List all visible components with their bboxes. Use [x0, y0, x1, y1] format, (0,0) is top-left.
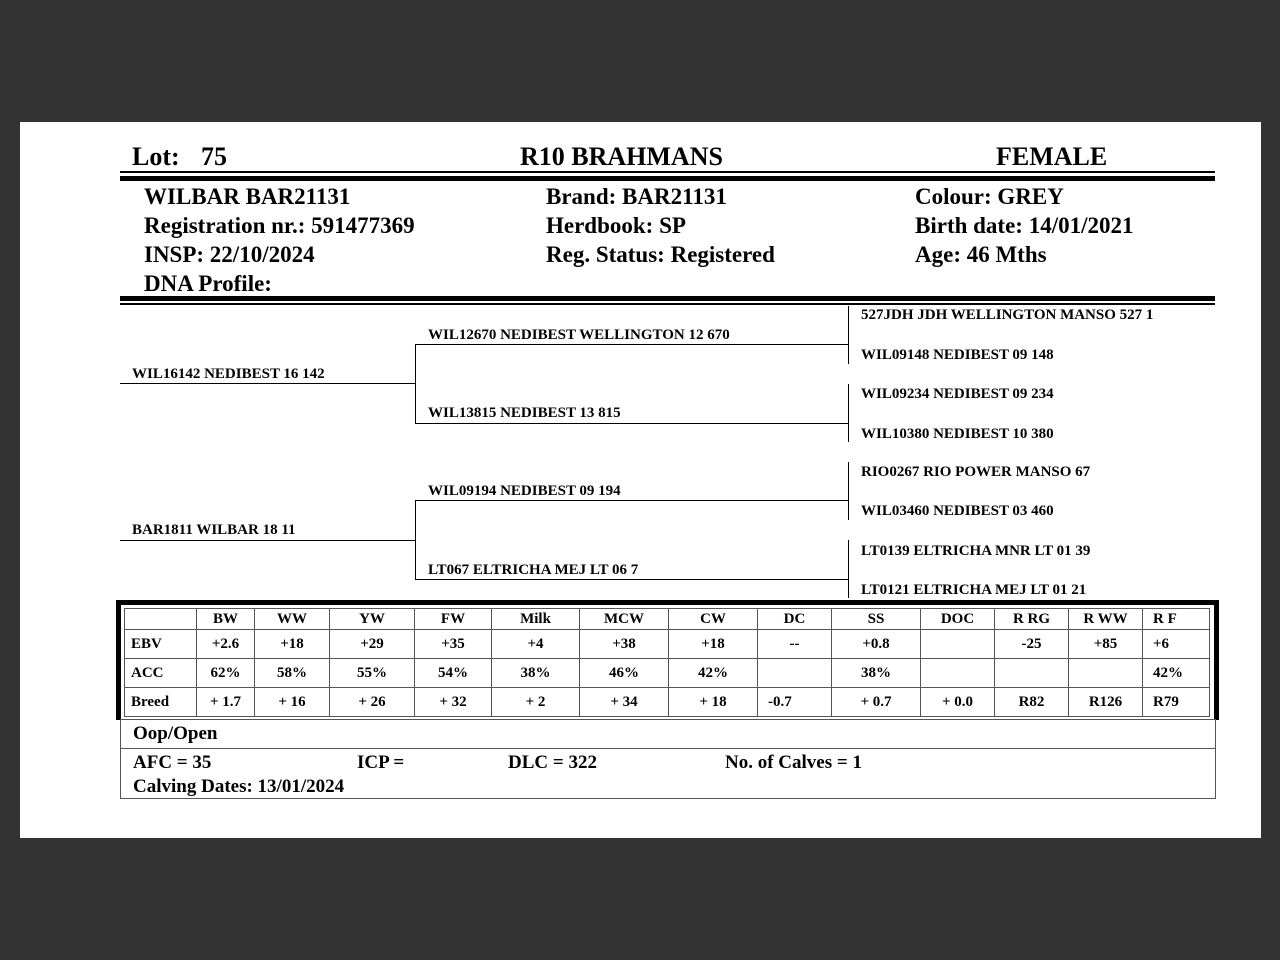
ebv-cell: +18: [669, 630, 758, 659]
acc-cell: 42%: [669, 659, 758, 688]
pedigree-dam: BAR1811 WILBAR 18 11: [132, 522, 296, 538]
ebv-cell: --: [758, 630, 832, 659]
pedigree-ggp-6: WIL03460 NEDIBEST 03 460: [861, 503, 1054, 519]
breed-cell: -0.7: [758, 688, 832, 717]
pedigree-ggp-5: RIO0267 RIO POWER MANSO 67: [861, 464, 1091, 480]
pedigree-sire: WIL16142 NEDIBEST 16 142: [132, 366, 325, 382]
acc-row-label: ACC: [125, 659, 197, 688]
dam-line: [120, 540, 416, 541]
ebv-cell: +6: [1143, 630, 1210, 659]
breed-cell: + 0.0: [921, 688, 995, 717]
sale-catalogue-card: [20, 122, 1261, 838]
ebv-cell: +38: [580, 630, 669, 659]
breed-cell: R82: [995, 688, 1069, 717]
ebv-row-label: EBV: [125, 630, 197, 659]
dam-bracket: [415, 500, 416, 580]
acc-cell: 42%: [1143, 659, 1210, 688]
sire-dam-line: [415, 423, 849, 424]
breed-cell: + 18: [669, 688, 758, 717]
acc-cell: 46%: [580, 659, 669, 688]
ebv-cell: +29: [330, 630, 415, 659]
sire-line: [120, 383, 416, 384]
acc-cell: 38%: [832, 659, 921, 688]
ebv-header-cell: R RG: [995, 609, 1069, 630]
pedigree-sire-dam: WIL13815 NEDIBEST 13 815: [428, 405, 621, 421]
colour: Colour: GREY: [915, 184, 1064, 209]
ebv-cell: +18: [255, 630, 330, 659]
herdbook: Herdbook: SP: [546, 213, 686, 238]
ebv-header-cell: DC: [758, 609, 832, 630]
ebv-header-cell: [125, 609, 197, 630]
dam-dam-line: [415, 579, 849, 580]
breed-cell: + 1.7: [197, 688, 255, 717]
pedigree-ggp-4: WIL10380 NEDIBEST 10 380: [861, 426, 1054, 442]
acc-cell: 62%: [197, 659, 255, 688]
g-bracket-1: [848, 306, 849, 364]
calving-box: [120, 748, 1216, 799]
pedigree-ggp-1: 527JDH JDH WELLINGTON MANSO 527 1: [861, 307, 1154, 323]
ebv-row: [125, 630, 1210, 659]
sire-bracket: [415, 344, 416, 424]
ebv-header-cell: YW: [330, 609, 415, 630]
ebv-header-cell: R F: [1143, 609, 1210, 630]
birth-date: Birth date: 14/01/2021: [915, 213, 1134, 238]
info-rule-thin: [120, 303, 1215, 305]
ebv-header-cell: R WW: [1069, 609, 1143, 630]
lot-label: Lot:: [132, 142, 180, 171]
page-title: R10 BRAHMANS: [520, 142, 723, 171]
ebv-header-cell: WW: [255, 609, 330, 630]
ebv-top-border: [116, 600, 1219, 605]
acc-cell: 38%: [492, 659, 580, 688]
dlc: DLC = 322: [508, 752, 597, 773]
acc-cell: 54%: [415, 659, 492, 688]
acc-cell: [995, 659, 1069, 688]
breed-row: [125, 688, 1210, 717]
ebv-header-cell: MCW: [580, 609, 669, 630]
dam-sire-line: [415, 500, 849, 501]
ebv-header-cell: FW: [415, 609, 492, 630]
icp: ICP =: [357, 752, 405, 773]
breed-cell: + 32: [415, 688, 492, 717]
animal-name: WILBAR BAR21131: [144, 184, 351, 209]
breed-cell: + 16: [255, 688, 330, 717]
ebv-header-cell: CW: [669, 609, 758, 630]
ebv-cell: +35: [415, 630, 492, 659]
ebv-cell: +2.6: [197, 630, 255, 659]
breed-cell: R79: [1143, 688, 1210, 717]
ebv-cell: +4: [492, 630, 580, 659]
ebv-left-border: [116, 600, 121, 720]
breed-cell: + 0.7: [832, 688, 921, 717]
acc-row: [125, 659, 1210, 688]
ebv-cell: +85: [1069, 630, 1143, 659]
pedigree-ggp-3: WIL09234 NEDIBEST 09 234: [861, 386, 1054, 402]
acc-cell: 55%: [330, 659, 415, 688]
ebv-header-cell: BW: [197, 609, 255, 630]
reg-status: Reg. Status: Registered: [546, 242, 775, 267]
brand: Brand: BAR21131: [546, 184, 727, 209]
ebv-cell: -25: [995, 630, 1069, 659]
pedigree-dam-dam: LT067 ELTRICHA MEJ LT 06 7: [428, 562, 639, 578]
sex-label: FEMALE: [996, 142, 1108, 171]
g-bracket-3: [848, 462, 849, 520]
pedigree-ggp-2: WIL09148 NEDIBEST 09 148: [861, 347, 1054, 363]
pedigree-ggp-8: LT0121 ELTRICHA MEJ LT 01 21: [861, 582, 1087, 598]
calving-dates: Calving Dates: 13/01/2024: [133, 776, 345, 797]
breed-cell: + 26: [330, 688, 415, 717]
breed-cell: + 2: [492, 688, 580, 717]
ebv-right-border: [1214, 600, 1219, 720]
ebv-cell: +0.8: [832, 630, 921, 659]
header-rule-thick: [120, 176, 1215, 181]
info-rule-thick: [120, 296, 1215, 301]
acc-cell: [1069, 659, 1143, 688]
g-bracket-4: [848, 540, 849, 598]
ebv-header-cell: Milk: [492, 609, 580, 630]
pedigree-dam-sire: WIL09194 NEDIBEST 09 194: [428, 483, 621, 499]
registration-number: Registration nr.: 591477369: [144, 213, 415, 238]
pedigree-ggp-7: LT0139 ELTRICHA MNR LT 01 39: [861, 543, 1091, 559]
header-rule-thin: [120, 171, 1215, 173]
afc: AFC = 35: [133, 752, 212, 773]
number-of-calves: No. of Calves = 1: [725, 752, 862, 773]
breed-cell: R126: [1069, 688, 1143, 717]
dna-profile: DNA Profile:: [144, 271, 272, 296]
sire-sire-line: [415, 344, 849, 345]
g-bracket-2: [848, 384, 849, 442]
ebv-header-cell: DOC: [921, 609, 995, 630]
ebv-header-row: [125, 609, 1210, 630]
ebv-header-cell: SS: [832, 609, 921, 630]
insp-date: INSP: 22/10/2024: [144, 242, 315, 267]
acc-cell: [921, 659, 995, 688]
age: Age: 46 Mths: [915, 242, 1047, 267]
acc-cell: 58%: [255, 659, 330, 688]
lot-number: 75: [201, 142, 227, 171]
pedigree-sire-sire: WIL12670 NEDIBEST WELLINGTON 12 670: [428, 327, 730, 343]
breed-row-label: Breed: [125, 688, 197, 717]
status-text: Oop/Open: [133, 723, 218, 744]
acc-cell: [758, 659, 832, 688]
breed-cell: + 34: [580, 688, 669, 717]
ebv-cell: [921, 630, 995, 659]
ebv-table: [124, 608, 1210, 717]
status-box: [120, 719, 1216, 749]
